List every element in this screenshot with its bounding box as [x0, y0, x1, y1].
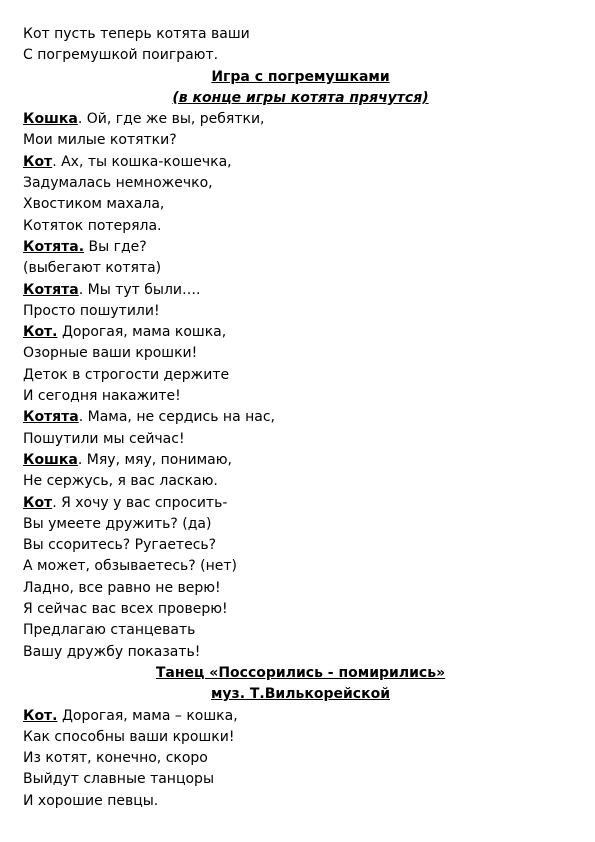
- line-text: Вы где?: [84, 238, 147, 255]
- line-text: И хорошие певцы.: [23, 792, 159, 809]
- line-text: А может, обзываетесь? (нет): [23, 558, 238, 575]
- speaker-name: Котята: [23, 409, 79, 426]
- line-text: Танец «Поссорились - помирились»: [155, 664, 446, 681]
- text-line: [23, 130, 578, 151]
- speaker-name: Кот.: [23, 707, 58, 724]
- text-line: [23, 216, 578, 237]
- speaker-name: Кот: [23, 153, 53, 170]
- text-line: [23, 173, 578, 194]
- text-line: [23, 706, 578, 727]
- line-text: Как способны ваши крошки!: [23, 728, 235, 745]
- line-text: Не сержусь, я вас ласкаю.: [23, 473, 218, 490]
- line-text: муз. Т.Вилькорейской: [210, 686, 391, 703]
- line-text: Игра с погремушками: [211, 68, 390, 85]
- text-line: [23, 407, 578, 428]
- text-line: [23, 620, 578, 641]
- line-text: . Я хочу у вас спросить-: [52, 494, 228, 511]
- line-text: . Мама, не сердись на нас,: [78, 409, 275, 426]
- line-text: Деток в строгости держите: [23, 366, 230, 383]
- line-text: Задумалась немножечко,: [23, 175, 213, 192]
- speaker-name: Кот: [23, 494, 53, 511]
- line-text: Озорные ваши крошки!: [23, 345, 198, 362]
- line-text: Кот пусть теперь котята ваши: [23, 26, 250, 42]
- line-text: Предлагаю станцевать: [23, 622, 196, 639]
- line-text: Пошутили мы сейчас!: [23, 430, 185, 447]
- line-text: Просто пошутили!: [23, 302, 160, 319]
- line-text: Вашу дружбу показать!: [23, 643, 201, 660]
- text-line: [23, 791, 578, 812]
- speaker-name: Кошка: [23, 451, 78, 468]
- speaker-name: Кошка: [23, 111, 78, 128]
- line-text: Из котят, конечно, скоро: [23, 750, 208, 767]
- text-line: [23, 343, 578, 364]
- line-text: Ладно, все равно не верю!: [23, 579, 221, 596]
- text-line: [23, 642, 578, 663]
- text-line: [23, 471, 578, 492]
- text-line: [23, 237, 578, 258]
- line-text: Выйдут славные танцоры: [23, 771, 214, 788]
- script-text: [23, 24, 578, 812]
- text-line: [23, 280, 578, 301]
- text-line: [23, 24, 578, 45]
- line-text: . Ах, ты кошка-кошечка,: [52, 153, 232, 170]
- line-text: И сегодня накажите!: [23, 388, 181, 405]
- text-line: [23, 45, 578, 66]
- text-line: [23, 258, 578, 279]
- text-line: [23, 599, 578, 620]
- line-text: (в конце игры котята прячутся): [172, 89, 429, 106]
- text-line: [23, 301, 578, 322]
- text-line: [23, 748, 578, 769]
- speaker-name: Кот.: [23, 324, 58, 341]
- section-heading: [23, 684, 578, 705]
- line-text: Дорогая, мама кошка,: [57, 324, 227, 341]
- speaker-name: Котята: [23, 281, 79, 298]
- line-text: Котяток потеряла.: [23, 217, 162, 234]
- text-line: [23, 514, 578, 535]
- section-heading: [23, 663, 578, 684]
- speaker-name: Котята.: [23, 238, 85, 255]
- line-text: Хвостиком махала,: [23, 196, 165, 213]
- text-line: [23, 727, 578, 748]
- line-text: Вы ссоритесь? Ругаетесь?: [23, 537, 217, 554]
- text-line: [23, 769, 578, 790]
- line-text: С погремушкой поиграют.: [23, 47, 219, 64]
- line-text: . Мы тут были….: [78, 281, 201, 298]
- text-line: [23, 386, 578, 407]
- text-line: [23, 450, 578, 471]
- text-line: [23, 365, 578, 386]
- text-line: [23, 535, 578, 556]
- text-line: [23, 556, 578, 577]
- line-text: (выбегают котята): [23, 260, 162, 277]
- section-heading: [23, 88, 578, 109]
- text-line: [23, 578, 578, 599]
- section-heading: [23, 67, 578, 88]
- text-line: [23, 493, 578, 514]
- line-text: Мои милые котятки?: [23, 132, 177, 149]
- text-line: [23, 322, 578, 343]
- text-line: [23, 429, 578, 450]
- line-text: . Ой, где же вы, ребятки,: [77, 111, 265, 128]
- text-line: [23, 109, 578, 130]
- document-page: [23, 24, 578, 812]
- line-text: Вы умеете дружить? (да): [23, 515, 212, 532]
- line-text: Дорогая, мама – кошка,: [57, 707, 238, 724]
- line-text: Я сейчас вас всех проверю!: [23, 601, 228, 618]
- line-text: . Мяу, мяу, понимаю,: [77, 451, 232, 468]
- text-line: [23, 152, 578, 173]
- text-line: [23, 194, 578, 215]
